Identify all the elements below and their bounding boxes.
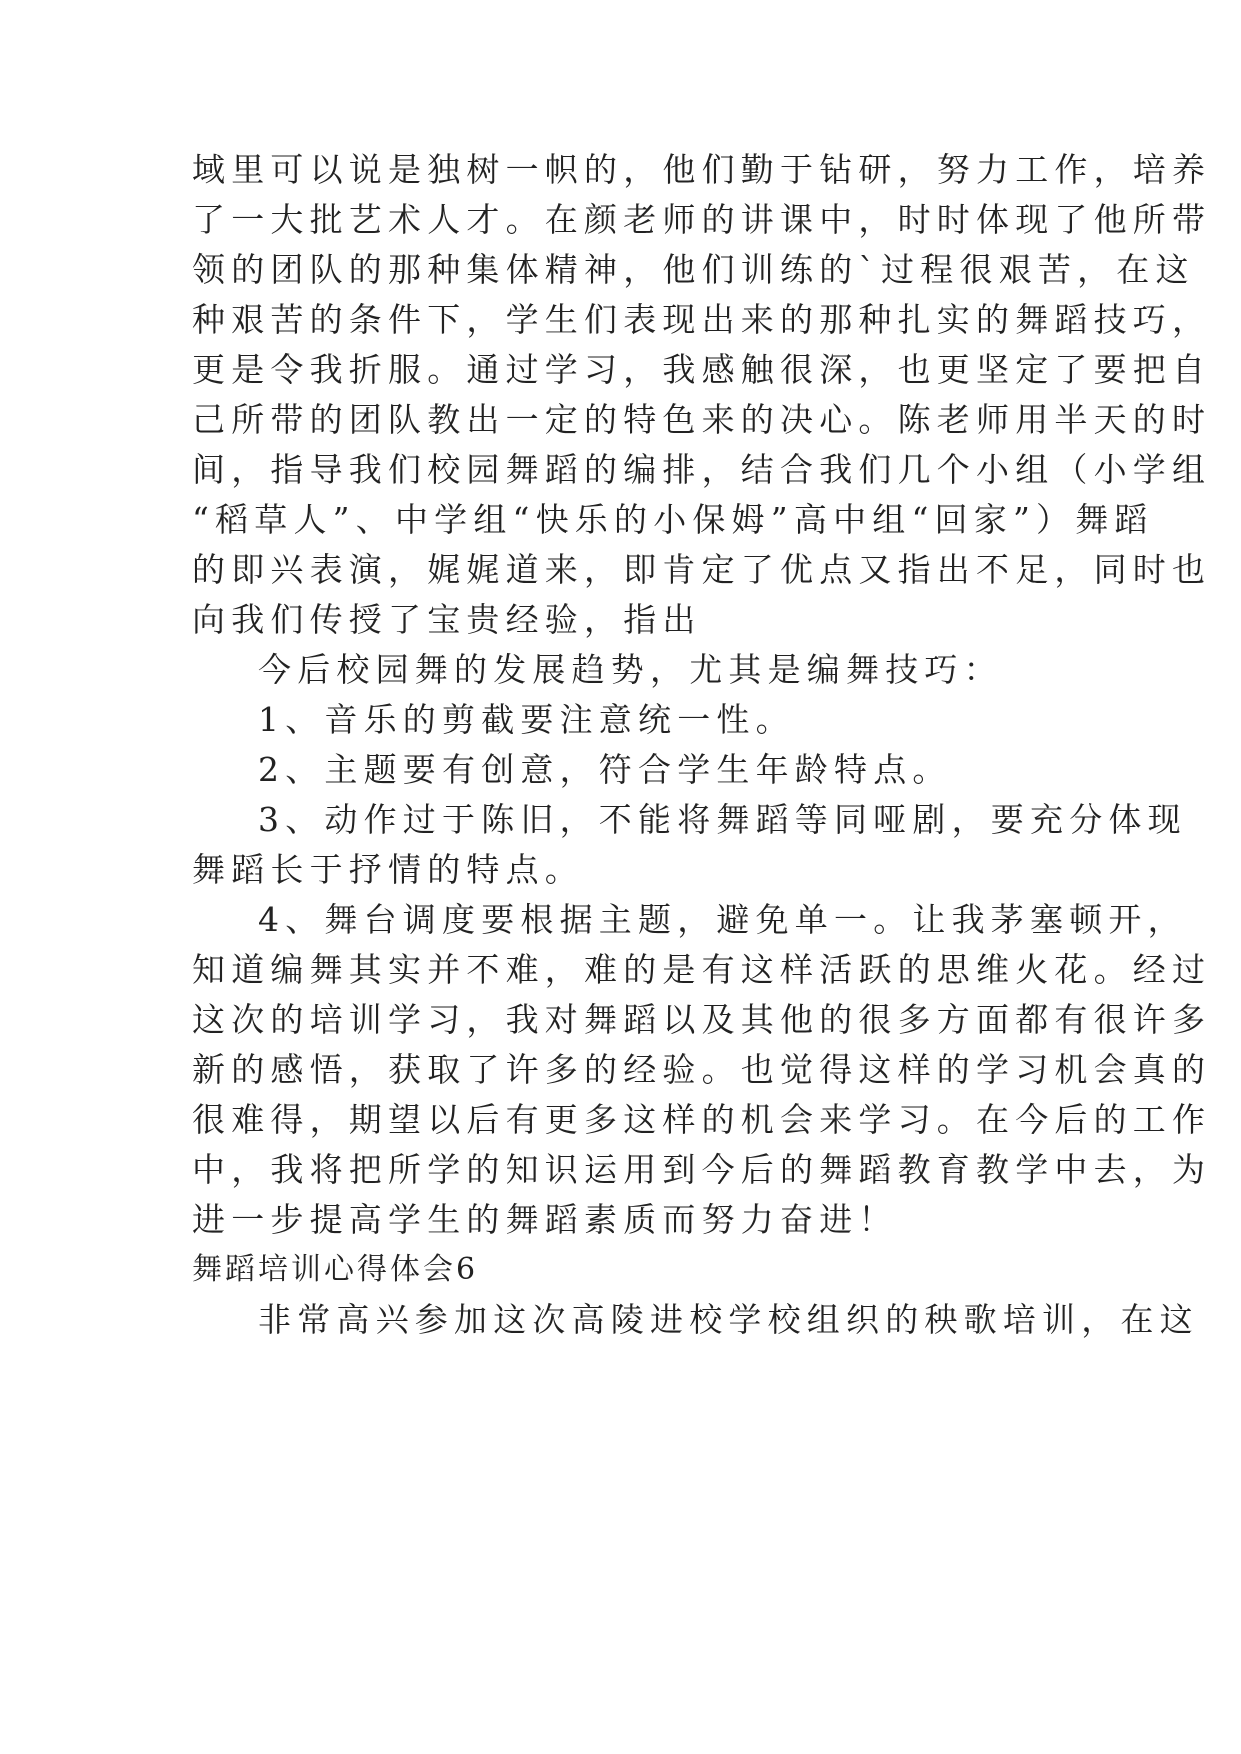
body-text-line: 新的感悟，获取了许多的经验。也觉得这样的学习机会真的 [192, 1050, 1212, 1089]
body-text-line: 中，我将把所学的知识运用到今后的舞蹈教育教学中去，为 [192, 1150, 1212, 1189]
body-text-line: 非常高兴参加这次高陵进校学校组织的秧歌培训，在这 [258, 1300, 1199, 1339]
list-item: 4、舞台调度要根据主题，避免单一。让我茅塞顿开， [258, 900, 1187, 939]
body-text-line: 领的团队的那种集体精神，他们训练的`过程很艰苦，在这 [192, 250, 1195, 289]
body-text-line: 更是令我折服。通过学习，我感触很深，也更坚定了要把自 [192, 350, 1212, 389]
list-item: 3、动作过于陈旧，不能将舞蹈等同哑剧，要充分体现 [258, 800, 1187, 839]
list-item: 1、音乐的剪截要注意统一性。 [258, 700, 795, 739]
body-text-line: 知道编舞其实并不难，难的是有这样活跃的思维火花。经过 [192, 950, 1212, 989]
body-text-line: 域里可以说是独树一帜的，他们勤于钻研，努力工作，培养 [192, 150, 1212, 189]
body-text-line: 进一步提高学生的舞蹈素质而努力奋进！ [192, 1200, 898, 1239]
body-text-line: 舞蹈长于抒情的特点。 [192, 850, 584, 889]
body-text-line: 种艰苦的条件下，学生们表现出来的那种扎实的舞蹈技巧， [192, 300, 1212, 339]
body-text-line: 很难得，期望以后有更多这样的机会来学习。在今后的工作 [192, 1100, 1212, 1139]
body-text-line: “稻草人”、中学组“快乐的小保姆”高中组“回家”）舞蹈 [192, 500, 1154, 539]
body-text-line: 的即兴表演，娓娓道来，即肯定了优点又指出不足，同时也 [192, 550, 1212, 589]
body-text-line: 己所带的团队教出一定的特色来的决心。陈老师用半天的时 [192, 400, 1212, 439]
body-text-line: 这次的培训学习，我对舞蹈以及其他的很多方面都有很许多 [192, 1000, 1212, 1039]
list-item: 2、主题要有创意，符合学生年龄特点。 [258, 750, 952, 789]
section-heading: 舞蹈培训心得体会6 [192, 1252, 479, 1287]
body-text-line: 间，指导我们校园舞蹈的编排，结合我们几个小组（小学组 [192, 450, 1212, 489]
body-text-line: 了一大批艺术人才。在颜老师的讲课中，时时体现了他所带 [192, 200, 1212, 239]
body-text-line: 向我们传授了宝贵经验，指出 [192, 600, 702, 639]
body-text-line: 今后校园舞的发展趋势，尤其是编舞技巧： [258, 650, 1003, 689]
